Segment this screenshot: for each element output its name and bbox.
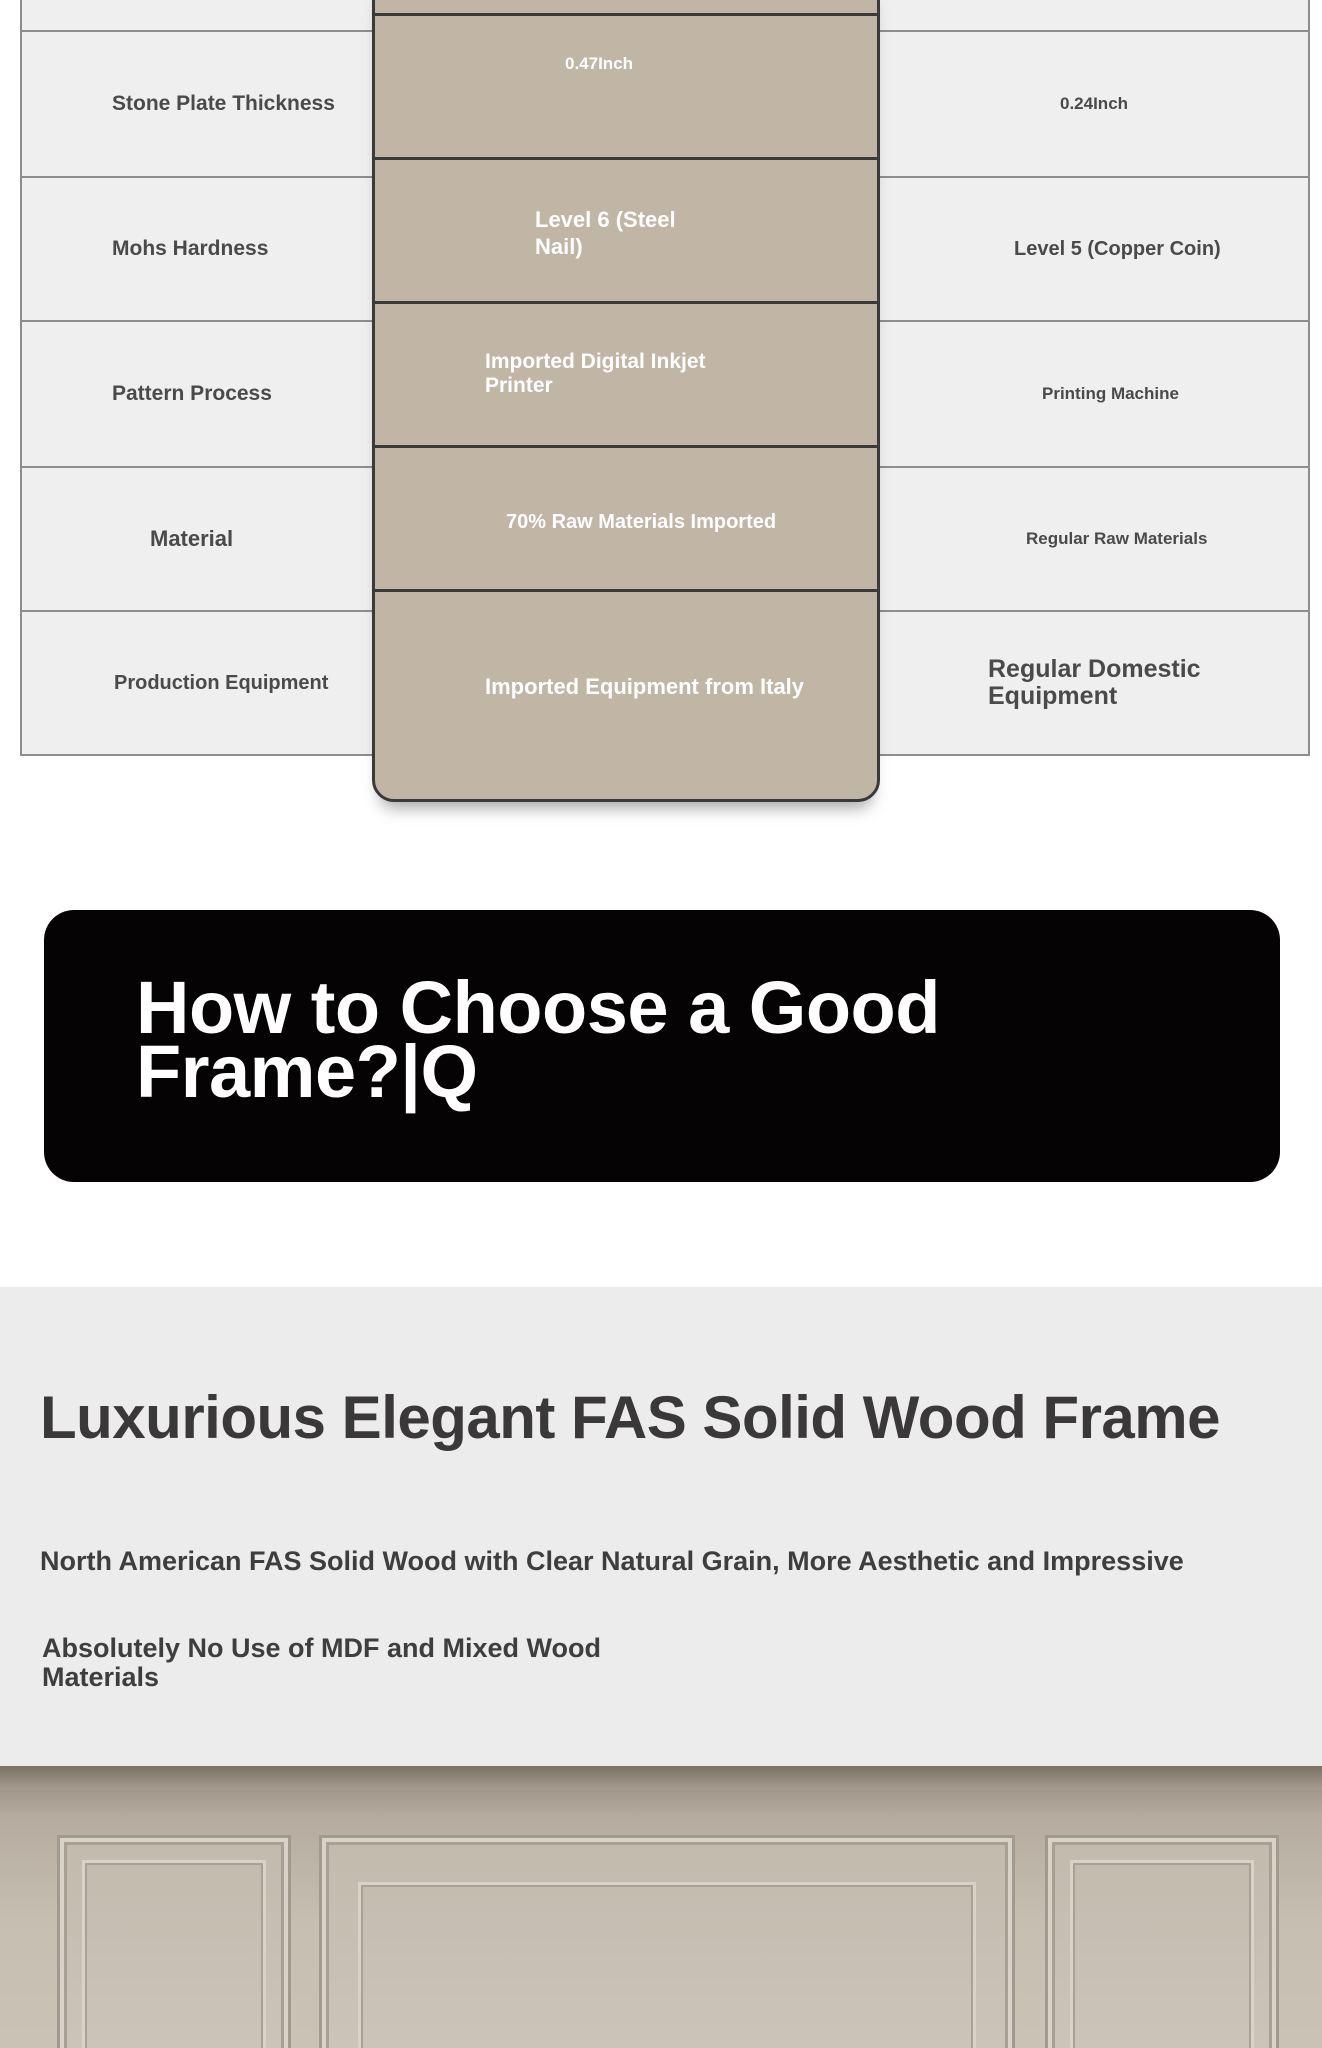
premium-value: Imported Equipment from Italy bbox=[485, 674, 805, 699]
table-row bbox=[878, 176, 1310, 322]
feature-section bbox=[0, 1287, 1322, 1767]
premium-value: 70% Raw Materials Imported bbox=[506, 511, 777, 533]
section-banner bbox=[44, 910, 1280, 1182]
table-row bbox=[878, 320, 1310, 468]
premium-value: 0.47Inch bbox=[565, 54, 634, 73]
premium-row bbox=[375, 301, 877, 445]
premium-row bbox=[375, 13, 877, 157]
banner-heading: How to Choose a Good Frame?|Q bbox=[136, 966, 940, 1113]
row-label: Stone Plate Thickness bbox=[112, 92, 335, 116]
regular-value: Regular Domestic Equipment bbox=[988, 655, 1201, 710]
table-row bbox=[20, 320, 376, 468]
regular-value: 0.24Inch bbox=[1060, 93, 1129, 113]
premium-value: Level 6 (Steel Nail) bbox=[535, 207, 676, 259]
premium-row bbox=[375, 589, 877, 799]
premium-row bbox=[375, 157, 877, 301]
regular-value: Regular Raw Materials bbox=[1026, 528, 1208, 548]
regular-value: Level 5 (Copper Coin) bbox=[1014, 238, 1221, 260]
wall-panel bbox=[1048, 1838, 1276, 2048]
table-row-partial-right bbox=[878, 0, 1310, 32]
wall-panel-photo bbox=[0, 1766, 1322, 2048]
premium-row bbox=[375, 445, 877, 589]
premium-value: Imported Digital Inkjet Printer bbox=[485, 350, 706, 397]
wall-panel bbox=[322, 1838, 1012, 2048]
feature-subtitle: North American FAS Solid Wood with Clear Natural Grain, More Aesthetic and Impressive bbox=[40, 1546, 1184, 1576]
table-row bbox=[20, 176, 376, 322]
table-row bbox=[878, 30, 1310, 178]
table-row bbox=[878, 466, 1310, 612]
row-label: Mohs Hardness bbox=[112, 237, 269, 261]
table-row-partial-left bbox=[20, 0, 376, 32]
feature-subtitle: Absolutely No Use of MDF and Mixed Wood Materials bbox=[42, 1633, 602, 1692]
comparison-table bbox=[0, 0, 1322, 840]
premium-product-column bbox=[372, 0, 880, 802]
regular-value: Printing Machine bbox=[1042, 383, 1179, 403]
row-label: Pattern Process bbox=[112, 382, 272, 406]
crown-molding bbox=[0, 1766, 1322, 1790]
row-label: Material bbox=[150, 525, 234, 551]
row-label: Production Equipment bbox=[114, 672, 329, 694]
feature-title: Luxurious Elegant FAS Solid Wood Frame bbox=[40, 1384, 1221, 1451]
wall-panel bbox=[60, 1838, 288, 2048]
table-row bbox=[20, 466, 376, 612]
table-row bbox=[878, 610, 1310, 756]
table-row bbox=[20, 30, 376, 178]
table-row bbox=[20, 610, 376, 756]
